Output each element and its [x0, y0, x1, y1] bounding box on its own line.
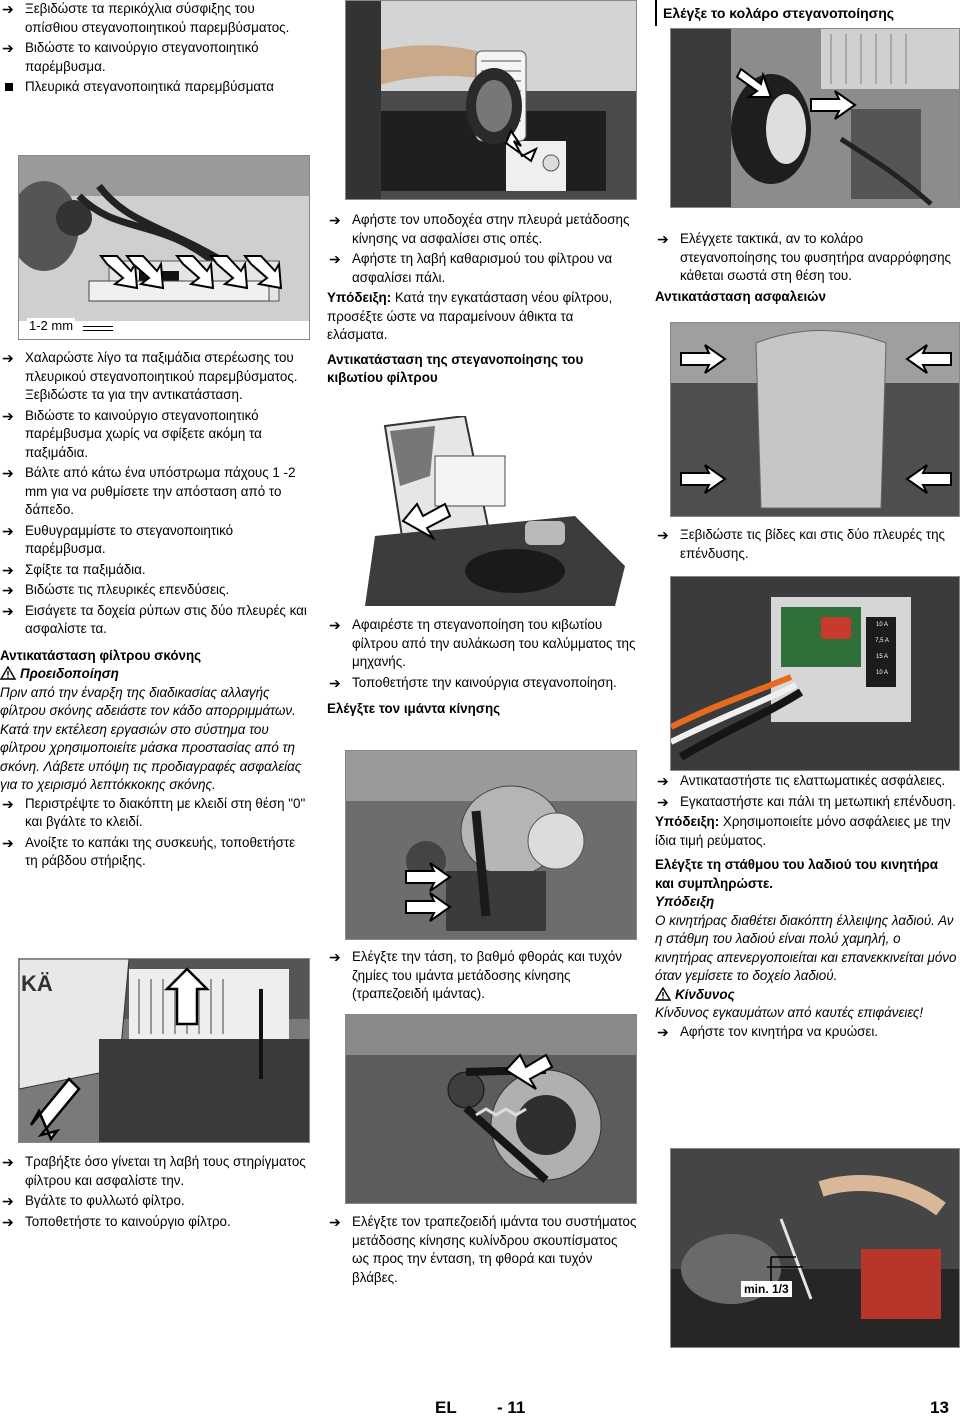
hint-text: Ο κινητήρας διαθέτει διακόπτη έλλειψης λαδιού. Αν η στάθμη του λαδιού είναι πολύ χαμηλή, ο κινητήρας απενεργοποιείται και επανεκκινείται μόνο όταν γεμίσετε το δοχείο λαδιού. [655, 912, 957, 983]
list-item: ➔ Βιδώστε τις πλευρικές επενδύσεις. [2, 582, 230, 598]
warning-triangle-icon [655, 987, 671, 1001]
list-item: ➔ Περιστρέψτε το διακόπτη με κλειδί στη θέση "0" και βγάλτε το κλειδί. [2, 795, 306, 829]
arrow-bullet-icon: ➔ [2, 407, 14, 424]
filter-insert-photo [345, 0, 637, 200]
col2-top-block [327, 211, 637, 388]
list-item: ➔ Ξεβιδώστε τις βίδες και στις δύο πλευρές της επένδυσης. [657, 527, 946, 561]
gap-label: 1-2 mm [29, 318, 74, 333]
list-item: ➔ Χαλαρώστε λίγο τα παξιμάδια στερέωσης του πλευρικού στεγανοποιητικού παρεμβύσματος. Ξεβιδώστε τα για την αντικατάσταση. [2, 350, 298, 402]
arrow-bullet-icon: ➔ [329, 949, 341, 965]
list-item: ➔ Βιδώστε το καινούργιο στεγανοποιητικό παρέμβυσμα χωρίς να σφίξετε ακόμη τα παξιμάδια. [2, 407, 262, 460]
heading-dust-filter: Αντικατάσταση φίλτρου σκόνης [0, 647, 202, 663]
list-item: ➔ Ανοίξτε το καπάκι της συσκευής, τοποθετήστε τη ράβδου στήριξης. [2, 834, 296, 868]
roller-belt-illustration [346, 1015, 637, 1204]
fuse-board-illustration [671, 577, 960, 771]
arrow-bullet-icon: ➔ [2, 1213, 14, 1230]
list-item: ➔ Τοποθετήστε την καινούργια στεγανοποίηση. [329, 674, 617, 691]
list-item: Πλευρικά στεγανοποιητικά παρεμβύσματα [0, 78, 310, 97]
arrow-bullet-icon: ➔ [657, 773, 669, 789]
square-bullet-icon [5, 83, 13, 91]
col1-top-block [0, 0, 310, 99]
arrow-bullet-icon: ➔ [657, 527, 669, 543]
arrow-bullet-icon: ➔ [657, 1023, 669, 1040]
list-item: ➔ Ελέγξτε τον τραπεζοειδή ιμάντα του συστήματος μετάδοσης κίνησης κυλίνδρου σκουπίσματος ως προς την ένταση, τη φθορά και τυχόν βλάβες. [329, 1214, 637, 1285]
note-paragraph: Υπόδειξη: Κατά την εγκατάσταση νέου φίλτρου, προσέξτε ώστε να παραμείνουν άθικτα τα ελάσματα. [327, 290, 613, 342]
engine-belt-photo [345, 750, 637, 940]
list-item: ➔ Ευθυγραμμίστε το στεγανοποιητικό παρέμβυσμα. [2, 522, 234, 556]
heading-engine-oil: Ελέγξτε τη στάθμου του λαδιού του κινητήρα και συμπληρώστε. [655, 857, 939, 891]
arrow-bullet-icon: ➔ [657, 231, 669, 247]
arrow-bullet-icon: ➔ [2, 1154, 14, 1170]
list-item: ➔ Τραβήξτε όσο γίνεται τη λαβή τους στηρίγματος φίλτρου και ασφαλίστε την. [2, 1154, 306, 1188]
footer-language: EL [435, 1398, 457, 1417]
col2-seal-block [327, 616, 637, 719]
arrow-bullet-icon: ➔ [2, 40, 14, 56]
min-level-label: min. 1/3 [741, 1281, 792, 1297]
footer-page-number: 13 [930, 1398, 949, 1417]
warning-text: Πριν από την έναρξη της διαδικασίας αλλαγής φίλτρου σκόνης αδειάστε τον κάδο απορριμμάτων. Κατά την εκτέλεση εργασιών στο σύστημα του φίλτρου χρησιμοποιείτε μάσκα προστασίας από τη σκόνη. Λάβετε υπόψη τις προδιαγραφές ασφαλείας για το χειρισμό λεπτόκκοκης σκόνης. [0, 684, 302, 792]
arrow-bullet-icon: ➔ [2, 465, 14, 481]
list-item: ➔ Εγκαταστήστε και πάλι τη μετωπική επένδυση. [657, 793, 956, 810]
arrow-bullet-icon: ➔ [2, 834, 14, 851]
fuse-board-photo [670, 576, 960, 771]
side-seal-illustration [19, 156, 310, 340]
arrow-bullet-icon: ➔ [657, 793, 669, 810]
filter-box-illustration [19, 959, 310, 1143]
list-item: ➔ Βγάλτε το φυλλωτό φίλτρο. [2, 1193, 185, 1209]
side-seal-photo [18, 155, 310, 340]
arrow-bullet-icon: ➔ [2, 350, 14, 366]
hint-title: Υπόδειξη [655, 894, 715, 909]
list-item: ➔ Εισάγετε τα δοχεία ρύπων στις δύο πλευρές και ασφαλίστε τα. [2, 602, 307, 636]
list-item: ➔ Σφίξτε τα παξιμάδια. [2, 561, 146, 578]
engine-belt-illustration [346, 751, 637, 940]
list-item: ➔ Αντικαταστήστε τις ελαττωματικές ασφάλειες. [657, 773, 946, 789]
danger-text: Κίνδυνος εγκαυμάτων από καυτές επιφάνειες! [655, 1005, 924, 1020]
arrow-bullet-icon: ➔ [329, 1214, 341, 1230]
arrow-bullet-icon: ➔ [329, 674, 341, 691]
list-item: ➔ Αφήστε τη λαβή καθαρισμού του φίλτρου να ασφαλίσει πάλι. [329, 251, 613, 285]
footer-section-page: - 11 [497, 1398, 526, 1417]
arrow-bullet-icon: ➔ [2, 1, 14, 17]
heading-drive-belt: Ελέγξτε τον ιμάντα κίνησης [327, 701, 501, 716]
arrow-bullet-icon: ➔ [2, 561, 14, 578]
arrow-bullet-icon: ➔ [329, 212, 341, 228]
roller-belt-photo [345, 1014, 637, 1204]
oil-dipstick-photo [670, 1148, 960, 1348]
list-item: ➔ Ξεβιδώστε τα περικόχλια σύσφιξης του οπίσθιου στεγανοποιητικού παρεμβύσματος. [2, 1, 290, 35]
list-item: ➔ Βάλτε από κάτω ένα υπόστρωμα πάχους 1 -2 mm για να ρυθμίσετε την απόσταση από το δάπεδο. [2, 465, 296, 517]
arrow-bullet-icon: ➔ [2, 795, 14, 812]
list-item: ➔ Αφήστε τον υποδοχέα στην πλευρά μετάδοσης κίνησης να ασφαλίσει στις οπές. [329, 212, 630, 246]
col1-mid-block [0, 349, 310, 873]
arrow-bullet-icon: ➔ [2, 582, 14, 598]
list-item: ➔ Ελέγξτε την τάση, το βαθμό φθοράς και τυχόν ζημίες του ιμάντα μετάδοσης κίνησης (τραπεζοειδή ιμάντας). [329, 949, 622, 1001]
filter-insert-illustration [346, 1, 637, 200]
arrow-bullet-icon: ➔ [2, 602, 14, 619]
warning-title: Προειδοποίηση [0, 665, 310, 684]
fuse-label-panel: 10 A 7,5 A 15 A 10 A [875, 622, 889, 676]
list-item: ➔ Ελέγχετε τακτικά, αν το κολάρο στεγανοποίησης του φυσητήρα αναρρόφησης κάθεται σωστά στη θέση του. [657, 231, 951, 283]
heading-filter-box-seal: Αντικατάσταση της στεγανοποίησης του κιβωτίου φίλτρου [327, 351, 584, 385]
list-item: ➔ Αφαιρέστε τη στεγανοποίηση του κιβωτίου φίλτρου από την αυλάκωση του καλύμματος της μηχανής. [329, 617, 636, 669]
filter-seal-illustration [345, 416, 637, 606]
blower-collar-photo [670, 28, 960, 208]
col3-replace-block [655, 772, 957, 1043]
arrow-bullet-icon: ➔ [2, 1193, 14, 1209]
list-item: ➔ Τοποθετήστε το καινούργιο φίλτρο. [2, 1213, 231, 1230]
front-cover-photo [670, 322, 960, 517]
brand-decal: KÄ [21, 971, 53, 996]
arrow-bullet-icon: ➔ [2, 522, 14, 539]
col2-belt-block [327, 948, 637, 1006]
col2-bottom-block [327, 1213, 637, 1289]
note-paragraph: Υπόδειξη: Χρησιμοποιείτε μόνο ασφάλειες με την ίδια τιμή ρεύματος. [655, 814, 951, 848]
filter-seal-photo [345, 416, 637, 606]
col3-top-block [655, 230, 957, 306]
section-title: Ελέγξε το κολάρο στεγανοποίησης [655, 0, 960, 26]
warning-triangle-icon [0, 666, 16, 680]
arrow-bullet-icon: ➔ [329, 617, 341, 633]
filter-box-photo [18, 958, 310, 1143]
danger-title: Κίνδυνος [655, 986, 957, 1005]
gap-marker [83, 326, 113, 331]
arrow-bullet-icon: ➔ [329, 251, 341, 267]
blower-collar-illustration [671, 29, 960, 208]
col3-fuse-block [655, 526, 957, 565]
oil-dipstick-illustration [671, 1149, 960, 1348]
list-item: ➔ Αφήστε τον κινητήρα να κρυώσει. [657, 1023, 879, 1040]
list-item: ➔ Βιδώστε το καινούργιο στεγανοποιητικό παρέμβυσμα. [2, 40, 259, 74]
front-cover-illustration [671, 323, 960, 517]
heading-fuses: Αντικατάσταση ασφαλειών [655, 288, 826, 304]
col1-bottom-block [0, 1153, 310, 1233]
